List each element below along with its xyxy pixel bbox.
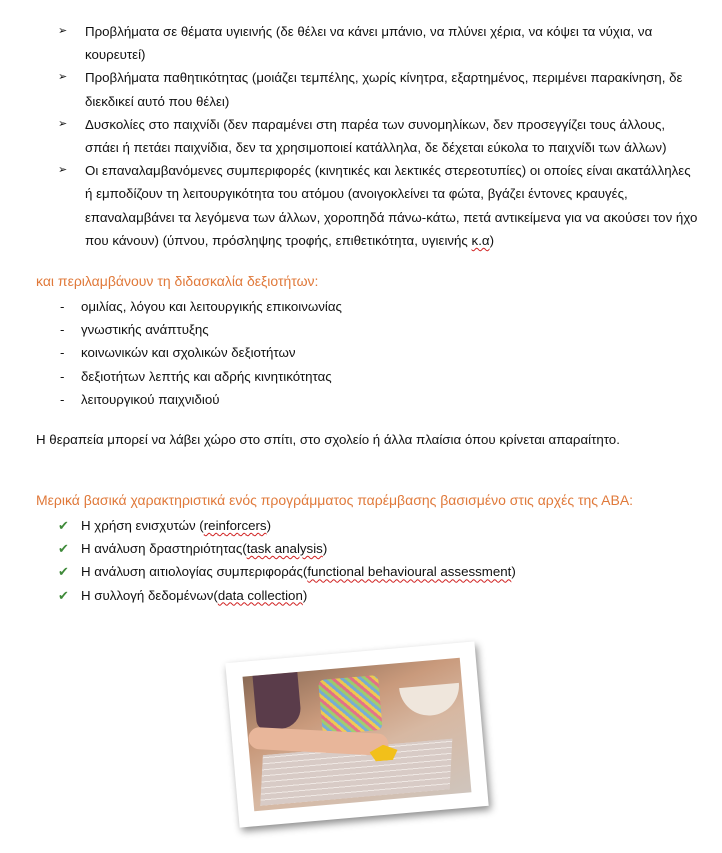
arrow-bullet-icon: ➢ xyxy=(58,164,68,177)
photo-shirt xyxy=(252,672,302,731)
dash-bullet-icon: - xyxy=(60,345,65,361)
features-list xyxy=(58,514,516,607)
list-item: ➢ Δυσκολίες στο παιχνίδι (δεν παραμένει στη παρέα των συνομηλίκων, δεν προσεγγίζει τους άλλους, σπάει ή πετάει παιχνίδια, δεν τα χρησιμοποιεί κατάλληλα, δε δέχεται εύκολα το παιχνίδι των άλλων) xyxy=(58,113,698,159)
checkmark-icon: ✔ xyxy=(58,541,69,557)
dash-bullet-icon: - xyxy=(60,368,65,384)
list-item: ✔ Η ανάλυση αιτιολογίας συμπεριφοράς(functional behavioural assessment) xyxy=(58,560,516,583)
checkmark-icon: ✔ xyxy=(58,564,69,580)
list-item: - ομιλίας, λόγου και λειτουργικής επικοινωνίας xyxy=(58,295,342,318)
spellcheck-flagged-word: data collection xyxy=(217,587,303,603)
problems-list xyxy=(58,20,698,252)
photo-bowl xyxy=(399,683,461,718)
list-item: ✔ Η ανάλυση δραστηριότητας(task analysis) xyxy=(58,537,516,560)
checkmark-icon: ✔ xyxy=(58,587,69,603)
list-item: ➢ Προβλήματα παθητικότητας (μοιάζει τεμπέλης, χωρίς κίνητρα, εξαρτημένος, περιμένει παρακίνηση, δε διεκδικεί αυτό που θέλει) xyxy=(58,66,698,112)
features-heading: Μερικά βασικά χαρακτηριστικά ενός προγράμματος παρέμβασης βασισμένο στις αρχές της ΑΒΑ: xyxy=(36,492,634,508)
therapy-paragraph: Η θεραπεία μπορεί να λάβει χώρο στο σπίτι, στο σχολείο ή άλλα πλαίσια όπου κρίνεται απαραίτητο. xyxy=(36,432,620,447)
photo-frame[interactable] xyxy=(225,641,488,827)
list-item: ✔ Η χρήση ενισχυτών (reinforcers) xyxy=(58,514,516,537)
arrow-bullet-icon: ➢ xyxy=(58,25,68,37)
spellcheck-flagged-word: functional behavioural assessment xyxy=(307,564,512,580)
dash-bullet-icon: - xyxy=(60,391,65,407)
child-playing-with-beads-photo xyxy=(243,658,472,811)
skills-heading: και περιλαμβάνουν τη διδασκαλία δεξιοτήτων: xyxy=(36,273,319,289)
spellcheck-flagged-word: κ.α xyxy=(471,232,490,248)
list-item: ✔ Η συλλογή δεδομένων(data collection) xyxy=(58,584,516,607)
dash-bullet-icon: - xyxy=(60,322,65,338)
list-item: ➢ Οι επαναλαμβανόμενες συμπεριφορές (κινητικές και λεκτικές στερεοτυπίες) οι οποίες είναι ακατάλληλες ή εμποδίζουν τη λειτουργικότητα του ατόμου (ανοιγοκλείνει τα φώτα, βγάζει έντονες κραυγές, επαναλαμβάνει τα λεγόμενα των άλλων, χοροπηδά πάνω-κάτω, πετά αντικείμενα για να ακούσει τον ήχο που κάνουν) (ύπνου, πρόσληψης τροφής, επιθετικότητα, υγιεινής κ.α) xyxy=(58,159,698,252)
list-item: - δεξιοτήτων λεπτής και αδρής κινητικότητας xyxy=(58,365,342,388)
spellcheck-flagged-word: reinforcers xyxy=(203,518,267,533)
list-item: - κοινωνικών και σχολικών δεξιοτήτων xyxy=(58,341,342,364)
list-item: ➢ Προβλήματα σε θέματα υγιεινής (δε θέλει να κάνει μπάνιο, να πλύνει χέρια, να κόψει τα νύχια, να κουρευτεί) xyxy=(58,20,698,66)
spellcheck-flagged-word: task analysis xyxy=(246,541,323,557)
arrow-bullet-icon: ➢ xyxy=(58,117,68,130)
photo-bead-jar xyxy=(318,675,383,735)
photo-arm xyxy=(248,727,389,756)
dash-bullet-icon: - xyxy=(60,299,65,314)
skills-list xyxy=(58,295,342,411)
checkmark-icon: ✔ xyxy=(58,518,69,533)
arrow-bullet-icon: ➢ xyxy=(58,71,68,84)
list-item: - γνωστικής ανάπτυξης xyxy=(58,318,342,341)
list-item: - λειτουργικού παιχνιδιού xyxy=(58,388,342,411)
